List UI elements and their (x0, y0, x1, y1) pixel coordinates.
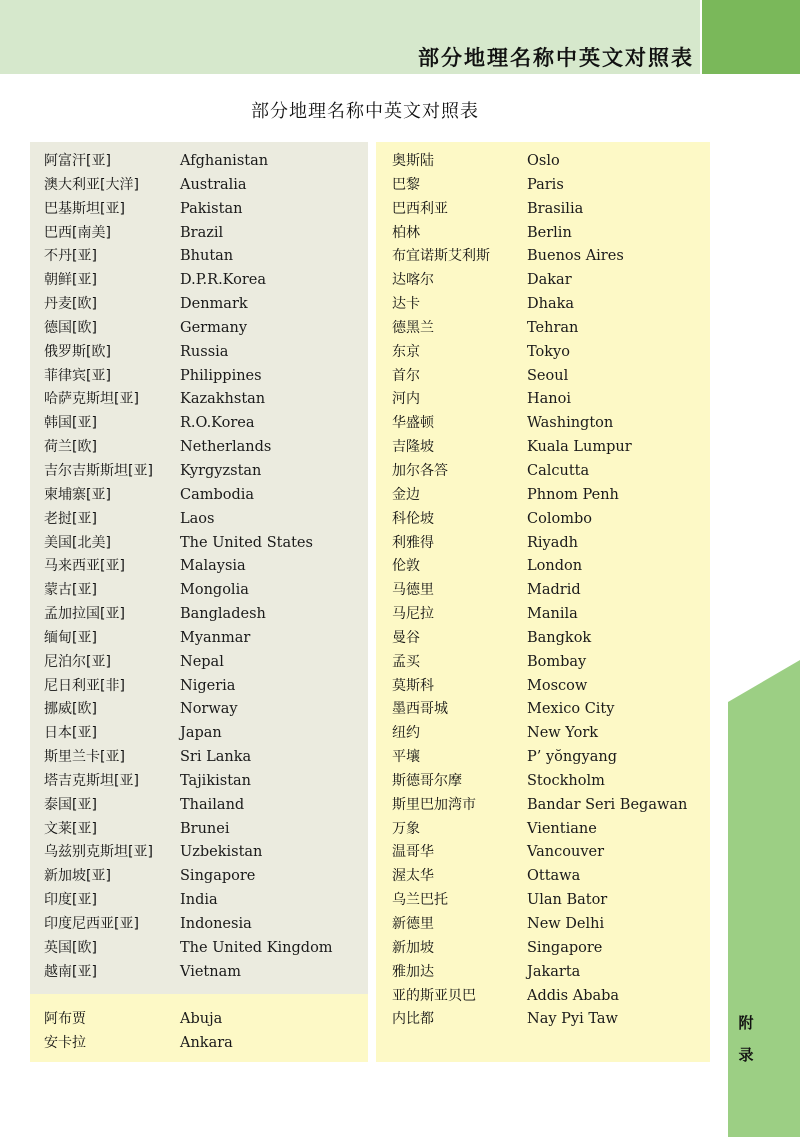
list-item (392, 245, 708, 269)
list-item (392, 341, 708, 365)
english-name: P’ yŏngyang (527, 749, 617, 766)
list-item (392, 269, 708, 293)
english-name: Berlin (527, 224, 572, 241)
english-name: Bangkok (527, 629, 592, 646)
list-item (392, 985, 708, 1009)
list-item (392, 293, 708, 317)
english-name: Seoul (527, 367, 569, 384)
list-item (44, 508, 364, 532)
chinese-name: 阿布贾 (44, 1011, 86, 1027)
chinese-name: 柬埔寨[亚] (44, 486, 111, 503)
english-name: Pakistan (180, 200, 243, 217)
list-item (44, 937, 364, 961)
list-item (392, 841, 708, 865)
english-name: Myanmar (180, 629, 251, 646)
list-item (392, 818, 708, 842)
english-name: Uzbekistan (180, 844, 263, 861)
chinese-name: 雅加达 (392, 963, 434, 980)
list-item (392, 555, 708, 579)
list-item (392, 603, 708, 627)
cities-left-list (44, 1008, 364, 1056)
list-item (44, 174, 364, 198)
chinese-name: 丹麦[欧] (44, 296, 97, 313)
header-title: 部分地理名称中英文对照表 (418, 45, 694, 70)
english-name: Bombay (527, 653, 587, 670)
chinese-name: 斯里兰卡[亚] (44, 749, 125, 766)
chinese-name: 安卡拉 (44, 1034, 86, 1051)
chinese-name: 金边 (392, 486, 420, 503)
chinese-name: 德国[欧] (44, 319, 97, 336)
list-item (44, 1032, 364, 1056)
chinese-name: 阿富汗[亚] (44, 153, 111, 169)
list-item (392, 436, 708, 460)
english-name: Germany (180, 319, 248, 336)
english-name: Vietnam (180, 963, 241, 980)
chinese-name: 马德里 (392, 582, 434, 599)
appendix-side-tab (728, 660, 800, 1137)
list-item (392, 675, 708, 699)
english-name: Singapore (180, 868, 256, 885)
english-name: Addis Ababa (527, 987, 620, 1004)
english-name: Manila (527, 606, 578, 623)
chinese-name: 文莱[亚] (44, 820, 97, 837)
english-name: Vientiane (527, 820, 597, 837)
chinese-name: 华盛顿 (392, 415, 434, 432)
english-name: Ankara (180, 1034, 233, 1051)
chinese-name: 老挝[亚] (44, 510, 97, 527)
chinese-name: 莫斯科 (392, 677, 434, 694)
chinese-name: 新加坡 (392, 939, 434, 956)
english-name: Kyrgyzstan (180, 462, 262, 479)
list-item (392, 722, 708, 746)
appendix-label-1: 附 (738, 1014, 754, 1032)
english-name: R.O.Korea (180, 415, 255, 432)
english-name: Brazil (180, 224, 224, 241)
english-name: Laos (180, 510, 215, 527)
list-item (44, 150, 364, 174)
chinese-name: 俄罗斯[欧] (44, 343, 111, 360)
english-name: Oslo (527, 153, 560, 169)
english-name: Cambodia (180, 486, 255, 503)
chinese-name: 内比都 (392, 1011, 434, 1028)
chinese-name: 墨西哥城 (392, 701, 448, 718)
list-item (392, 198, 708, 222)
list-item (44, 293, 364, 317)
english-name: New York (527, 725, 599, 742)
chinese-name: 奥斯陆 (392, 153, 434, 169)
english-name: Philippines (180, 367, 262, 384)
chinese-name: 东京 (392, 343, 420, 360)
list-item (44, 484, 364, 508)
header-accent-block (702, 0, 800, 74)
english-name: Colombo (527, 510, 592, 527)
list-item (392, 961, 708, 985)
chinese-name: 吉隆坡 (392, 439, 434, 456)
chinese-name: 纽约 (392, 725, 420, 742)
english-name: Tokyo (527, 343, 570, 360)
list-item (392, 365, 708, 389)
english-name: Brasilia (527, 200, 584, 217)
list-item (392, 222, 708, 246)
english-name: Australia (180, 176, 247, 193)
chinese-name: 加尔各答 (392, 462, 448, 479)
chinese-name: 乌兰巴托 (392, 892, 448, 909)
list-item (44, 555, 364, 579)
english-name: Madrid (527, 582, 581, 599)
list-item (392, 627, 708, 651)
chinese-name: 蒙古[亚] (44, 582, 97, 599)
list-item (44, 436, 364, 460)
chinese-name: 柏林 (392, 224, 420, 241)
english-name: Calcutta (527, 462, 590, 479)
list-item (44, 269, 364, 293)
list-item (44, 889, 364, 913)
chinese-name: 日本[亚] (44, 725, 97, 742)
list-item (392, 174, 708, 198)
english-name: Jakarta (527, 963, 581, 980)
english-name: Denmark (180, 296, 248, 313)
chinese-name: 利雅得 (392, 534, 434, 551)
chinese-name: 挪威[欧] (44, 701, 97, 718)
list-item (44, 841, 364, 865)
cities-right-list (392, 150, 708, 1032)
english-name: Netherlands (180, 439, 272, 456)
chinese-name: 荷兰[欧] (44, 439, 97, 456)
list-item (392, 508, 708, 532)
english-name: Tajikistan (180, 772, 251, 789)
english-name: Indonesia (180, 916, 252, 932)
english-name: Bandar Seri Begawan (527, 796, 688, 813)
english-name: Nay Pyi Taw (527, 1011, 618, 1028)
chinese-name: 德黑兰 (392, 319, 434, 336)
chinese-name: 亚的斯亚贝巴 (392, 987, 476, 1004)
list-item (392, 794, 708, 818)
chinese-name: 尼泊尔[亚] (44, 653, 111, 670)
chinese-name: 伦敦 (392, 558, 420, 575)
list-item (44, 722, 364, 746)
chinese-name: 温哥华 (392, 844, 434, 861)
list-item (44, 794, 364, 818)
list-item (44, 913, 364, 937)
chinese-name: 斯德哥尔摩 (392, 772, 462, 789)
chinese-name: 美国[北美] (44, 534, 111, 551)
chinese-name: 平壤 (392, 749, 420, 766)
chinese-name: 缅甸[亚] (44, 629, 97, 646)
list-item (44, 627, 364, 651)
chinese-name: 渥太华 (392, 868, 434, 885)
chinese-name: 印度尼西亚[亚] (44, 916, 139, 932)
list-item (44, 245, 364, 269)
chinese-name: 菲律宾[亚] (44, 367, 111, 384)
chinese-name: 万象 (392, 820, 420, 837)
english-name: Thailand (180, 796, 245, 813)
english-name: Mongolia (180, 582, 249, 599)
chinese-name: 乌兹别克斯坦[亚] (44, 844, 153, 861)
chinese-name: 达卡 (392, 296, 420, 313)
english-name: Paris (527, 176, 564, 193)
list-item (392, 698, 708, 722)
list-item (392, 1008, 708, 1032)
english-name: Washington (527, 415, 614, 432)
english-name: Bhutan (180, 248, 234, 265)
list-item (44, 1008, 364, 1032)
chinese-name: 巴黎 (392, 176, 420, 193)
chinese-name: 马尼拉 (392, 606, 434, 623)
chinese-name: 达喀尔 (392, 272, 434, 289)
list-item (392, 150, 708, 174)
list-item (44, 818, 364, 842)
english-name: Vancouver (527, 844, 605, 861)
list-item (392, 746, 708, 770)
english-name: Brunei (180, 820, 230, 837)
appendix-label-2: 录 (738, 1046, 754, 1064)
list-item (44, 460, 364, 484)
countries-list (44, 150, 364, 985)
english-name: Bangladesh (180, 606, 266, 623)
chinese-name: 朝鲜[亚] (44, 272, 97, 289)
english-name: Kuala Lumpur (527, 439, 632, 456)
english-name: Dakar (527, 272, 572, 289)
english-name: Stockholm (527, 772, 605, 789)
english-name: Dhaka (527, 296, 575, 313)
list-item (392, 317, 708, 341)
chinese-name: 斯里巴加湾市 (392, 796, 476, 813)
english-name: Norway (180, 701, 238, 718)
list-item (392, 579, 708, 603)
english-name: Japan (180, 725, 222, 742)
english-name: London (527, 558, 583, 575)
list-item (44, 341, 364, 365)
list-item (392, 889, 708, 913)
chinese-name: 泰国[亚] (44, 796, 97, 813)
english-name: Buenos Aires (527, 248, 624, 265)
english-name: Kazakhstan (180, 391, 266, 408)
chinese-name: 尼日利亚[非] (44, 677, 125, 694)
chinese-name: 孟买 (392, 653, 420, 670)
list-item (44, 603, 364, 627)
english-name: Tehran (527, 319, 579, 336)
list-item (392, 913, 708, 937)
chinese-name: 澳大利亚[大洋] (44, 176, 139, 193)
list-item (44, 675, 364, 699)
list-item (392, 460, 708, 484)
english-name: Phnom Penh (527, 486, 619, 503)
chinese-name: 印度[亚] (44, 892, 97, 909)
english-name: Ottawa (527, 868, 581, 885)
english-name: Nigeria (180, 677, 236, 694)
chinese-name: 塔吉克斯坦[亚] (44, 772, 139, 789)
chinese-name: 吉尔吉斯斯坦[亚] (44, 462, 153, 479)
list-item (44, 317, 364, 341)
english-name: Ulan Bator (527, 892, 608, 909)
chinese-name: 布宜诺斯艾利斯 (392, 248, 490, 265)
list-item (44, 746, 364, 770)
chinese-name: 韩国[亚] (44, 415, 97, 432)
list-item (44, 961, 364, 985)
list-item (392, 937, 708, 961)
list-item (44, 222, 364, 246)
chinese-name: 马来西亚[亚] (44, 558, 125, 575)
english-name: D.P.R.Korea (180, 272, 267, 289)
chinese-name: 巴西[南美] (44, 224, 111, 241)
english-name: Abuja (180, 1011, 223, 1027)
chinese-name: 巴基斯坦[亚] (44, 200, 125, 217)
chinese-name: 不丹[亚] (44, 248, 97, 265)
english-name: The United Kingdom (180, 939, 333, 956)
list-item (392, 865, 708, 889)
list-item (392, 532, 708, 556)
chinese-name: 英国[欧] (44, 939, 97, 956)
list-item (44, 365, 364, 389)
english-name: Malaysia (180, 558, 246, 575)
list-item (44, 651, 364, 675)
english-name: New Delhi (527, 916, 605, 932)
english-name: Hanoi (527, 391, 571, 408)
english-name: Riyadh (527, 534, 579, 551)
list-item (44, 770, 364, 794)
chinese-name: 哈萨克斯坦[亚] (44, 391, 139, 408)
chinese-name: 越南[亚] (44, 963, 97, 980)
english-name: The United States (180, 534, 313, 551)
english-name: Afghanistan (180, 153, 269, 169)
list-item (44, 412, 364, 436)
english-name: Sri Lanka (180, 749, 252, 766)
list-item (392, 484, 708, 508)
english-name: Nepal (180, 653, 224, 670)
chinese-name: 曼谷 (392, 629, 420, 646)
english-name: Mexico City (527, 701, 615, 718)
list-item (44, 388, 364, 412)
list-item (392, 412, 708, 436)
chinese-name: 新加坡[亚] (44, 868, 111, 885)
chinese-name: 河内 (392, 391, 420, 408)
chinese-name: 首尔 (392, 367, 420, 384)
chinese-name: 科伦坡 (392, 510, 434, 527)
list-item (392, 651, 708, 675)
english-name: Moscow (527, 677, 588, 694)
list-item (392, 388, 708, 412)
chinese-name: 孟加拉国[亚] (44, 606, 125, 623)
list-item (44, 532, 364, 556)
chinese-name: 巴西利亚 (392, 200, 448, 217)
page-title: 部分地理名称中英文对照表 (251, 101, 479, 122)
chinese-name: 新德里 (392, 916, 434, 932)
english-name: India (180, 892, 218, 909)
list-item (44, 698, 364, 722)
list-item (44, 579, 364, 603)
list-item (392, 770, 708, 794)
english-name: Singapore (527, 939, 603, 956)
english-name: Russia (180, 343, 229, 360)
list-item (44, 865, 364, 889)
list-item (44, 198, 364, 222)
